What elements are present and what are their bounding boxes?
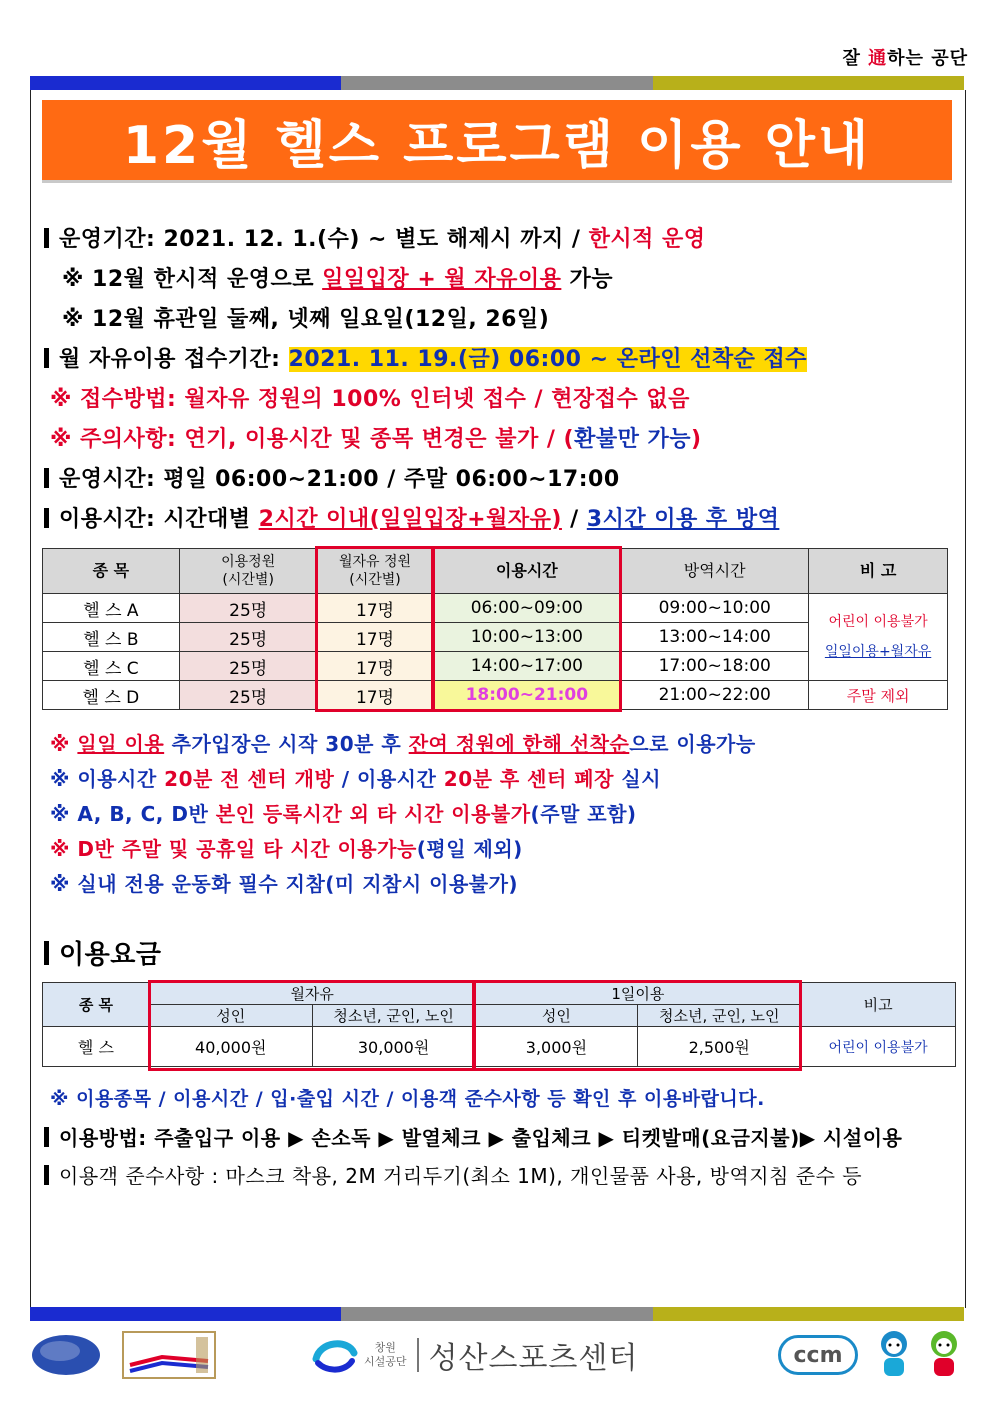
- ccm-logo: ccm: [778, 1335, 858, 1375]
- row-time: 06:00~09:00: [433, 594, 621, 623]
- fee-row-name: 헬 스: [43, 1027, 150, 1067]
- fee-daily-youth: 2,500원: [638, 1027, 801, 1067]
- usage-time-outline: [432, 546, 622, 712]
- registration-method: ※ 접수방법: 월자유 정원의 100% 인터넷 접수 / 현장접수 없음: [50, 387, 690, 412]
- fee-section-title: 이용요금: [44, 934, 161, 971]
- row-capacity: 25명: [179, 623, 317, 652]
- center-logo: [310, 1328, 638, 1382]
- mascot-green-icon: [922, 1328, 966, 1382]
- header-disinfect: 방역시간: [621, 549, 809, 594]
- header-time: 이용시간: [433, 549, 621, 594]
- operation-note-1: ※ 12월 한시적 운영으로 일일입장 + 월 자유이용 가능: [62, 267, 614, 292]
- registration-period: 월 자유이용 접수기간: 2021. 11. 19.(금) 06:00 ~ 온라인 선착순 접수: [44, 342, 807, 373]
- fee-monthly-youth: 30,000원: [312, 1027, 475, 1067]
- row-disinfect: 09:00~10:00: [621, 594, 809, 623]
- header-remark: 비 고: [809, 549, 948, 594]
- user-rules: 이용객 준수사항 : 마스크 착용, 2M 거리두기(최소 1M), 개인물품 사용, 방역지침 준수 등: [44, 1160, 862, 1189]
- bottom-color-bar: [30, 1307, 964, 1321]
- operation-period: 운영기간: 2021. 12. 1.(수) ~ 별도 해제시 까지 / 한시적 운영: [44, 222, 705, 253]
- fee-monthly-adult: 40,000원: [149, 1027, 312, 1067]
- fee-header-daily: 1일이용: [475, 983, 801, 1005]
- monthly-capacity-outline: [315, 546, 434, 712]
- header-monthly-capacity: 월자유 정원 (시간별): [317, 549, 433, 594]
- fee-daily-adult: 3,000원: [475, 1027, 638, 1067]
- right-logos: [778, 1328, 966, 1382]
- row-disinfect: 17:00~18:00: [621, 652, 809, 681]
- row-name: 헬 스 C: [43, 652, 180, 681]
- row-monthly: 17명: [317, 594, 433, 623]
- row-capacity: 25명: [179, 594, 317, 623]
- header-item: 종 목: [43, 549, 180, 594]
- org-name: 창원 시설공단: [364, 1341, 407, 1368]
- row-name: 헬 스 B: [43, 623, 180, 652]
- row-capacity: 25명: [179, 681, 317, 710]
- row-disinfect: 21:00~22:00: [621, 681, 809, 710]
- fee-header-monthly: 월자유: [149, 983, 475, 1005]
- row-monthly: 17명: [317, 623, 433, 652]
- row-time-highlight: 18:00~21:00: [433, 681, 621, 710]
- fee-subheader-youth: 청소년, 군인, 노인: [312, 1005, 475, 1027]
- certification-badge-logo: [122, 1331, 216, 1379]
- usage-method: 이용방법: 주출입구 이용 ▶ 손소독 ▶ 발열체크 ▶ 출입체크 ▶ 티켓발매(요금지불)▶ 시설이용: [44, 1122, 902, 1151]
- row-capacity: 25명: [179, 652, 317, 681]
- fee-subheader-adult: 성인: [149, 1005, 312, 1027]
- row-disinfect: 13:00~14:00: [621, 623, 809, 652]
- logo-divider: [417, 1338, 419, 1372]
- note-open-close: ※ 이용시간 20분 전 센터 개방 / 이용시간 20분 후 센터 폐장 실시: [50, 767, 662, 791]
- note-registered-time: ※ A, B, C, D반 본인 등록시간 외 타 시간 이용불가(주말 포함): [50, 802, 637, 826]
- fee-subheader-adult: 성인: [475, 1005, 638, 1027]
- fee-header-remark: 비고: [801, 983, 956, 1027]
- remark-cell: 어린이 이용불가 일일이용+월자유: [809, 594, 948, 681]
- note-daily: ※ 일일 이용 추가입장은 시작 30분 후 잔여 정원에 한해 선착순으로 이용가능: [50, 732, 756, 756]
- tagline: 잘 通하는 공단: [842, 48, 968, 69]
- mascot-blue-icon: [872, 1328, 916, 1382]
- caution: ※ 주의사항: 연기, 이용시간 및 종목 변경은 불가 / (환불만 가능): [50, 427, 702, 452]
- row-name: 헬 스 D: [43, 681, 180, 710]
- row-time: 10:00~13:00: [433, 623, 621, 652]
- center-name: 성산스포츠센터: [428, 1341, 639, 1376]
- remark-weekend: 주말 제외: [809, 681, 948, 710]
- row-monthly: 17명: [317, 681, 433, 710]
- page-title: 12월 헬스 프로그램 이용 안내: [122, 115, 872, 176]
- fee-remark: 어린이 이용불가: [801, 1027, 956, 1067]
- notice-confirm: ※ 이용종목 / 이용시간 / 입·출입 시간 / 이용객 준수사항 등 확인 후 이용바랍니다.: [50, 1088, 765, 1110]
- row-time: 14:00~17:00: [433, 652, 621, 681]
- header-capacity: 이용정원 (시간별): [179, 549, 317, 594]
- monthly-fee-outline: [148, 980, 475, 1071]
- top-color-bar: [30, 76, 964, 90]
- operating-hours: 운영시간: 평일 06:00~21:00 / 주말 06:00~17:00: [44, 462, 620, 493]
- usage-time: 이용시간: 시간대별 2시간 이내(일일입장+월자유) / 3시간 이용 후 방역: [44, 502, 779, 533]
- row-name: 헬 스 A: [43, 594, 180, 623]
- fee-header-item: 종 목: [43, 983, 150, 1027]
- changwon-slogan-logo: [30, 1332, 102, 1378]
- title-banner: [42, 100, 952, 180]
- operation-note-2: ※ 12월 휴관일 둘째, 넷째 일요일(12일, 26일): [62, 307, 550, 332]
- changwon-facilities-emblem-icon: [310, 1335, 358, 1375]
- fee-subheader-youth: 청소년, 군인, 노인: [638, 1005, 801, 1027]
- note-d-class: ※ D반 주말 및 공휴일 타 시간 이용가능(평일 제외): [50, 837, 523, 861]
- left-logos: [30, 1328, 216, 1382]
- row-monthly: 17명: [317, 652, 433, 681]
- note-shoes: ※ 실내 전용 운동화 필수 지참(미 지참시 이용불가): [50, 872, 519, 896]
- daily-fee-outline: [473, 980, 802, 1071]
